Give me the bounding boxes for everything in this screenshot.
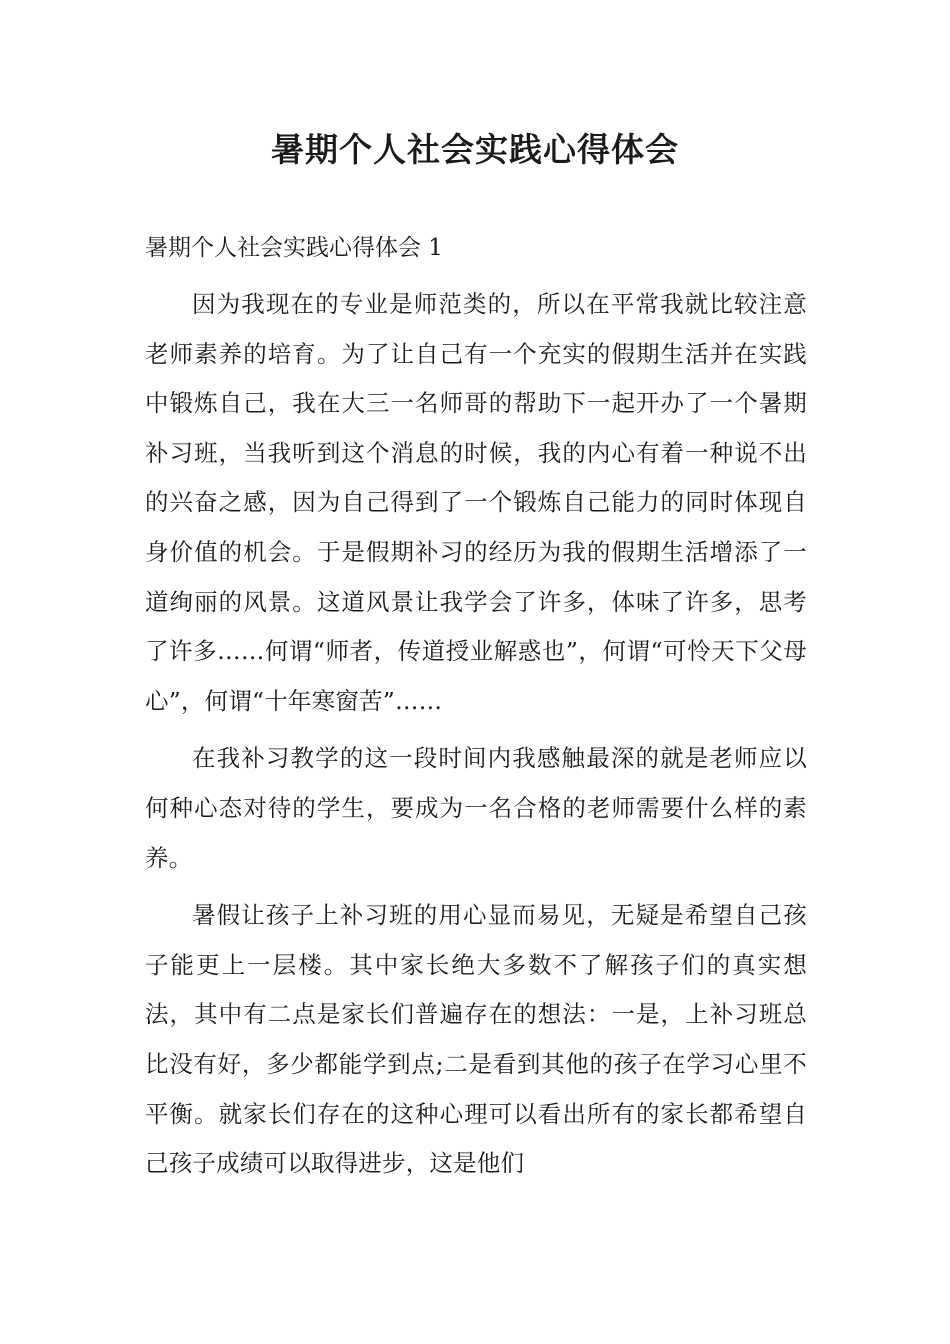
document-body [145, 228, 807, 1197]
paragraph-2: 在我补习教学的这一段时间内我感触最深的就是老师应以何种心态对待的学生，要成为一名合格的老师需要什么样的素养。 [145, 744, 807, 872]
section-heading: 暑期个人社会实践心得体会 1 [145, 235, 443, 261]
document-title: 暑期个人社会实践心得体会 [271, 130, 679, 169]
paragraph-3: 暑假让孩子上补习班的用心显而易见，无疑是希望自己孩子能更上一层楼。其中家长绝大多数不了解孩子们的真实想法，其中有二点是家长们普遍存在的想法：一是，上补习班总比没有好，多少都能学到点;二是看到其他的孩子在学习心里不平衡。就家长们存在的这种心理可以看出所有的家长都希望自己孩子成绩可以取得进步，这是他们 [145, 901, 807, 1178]
paragraph-1: 因为我现在的专业是师范类的，所以在平常我就比较注意老师素养的培育。为了让自己有一个充实的假期生活并在实践中锻炼自己，我在大三一名师哥的帮助下一起开办了一个暑期补习班，当我听到这个消息的时候，我的内心有着一种说不出的兴奋之感，因为自己得到了一个锻炼自己能力的同时体现自身价值的机会。于是假期补习的经历为我的假期生活增添了一道绚丽的风景。这道风景让我学会了许多，体味了许多，思考了许多……何谓“师者，传道授业解惑也”，何谓“可怜天下父母心”，何谓“十年寒窗苦”…… [145, 290, 807, 715]
